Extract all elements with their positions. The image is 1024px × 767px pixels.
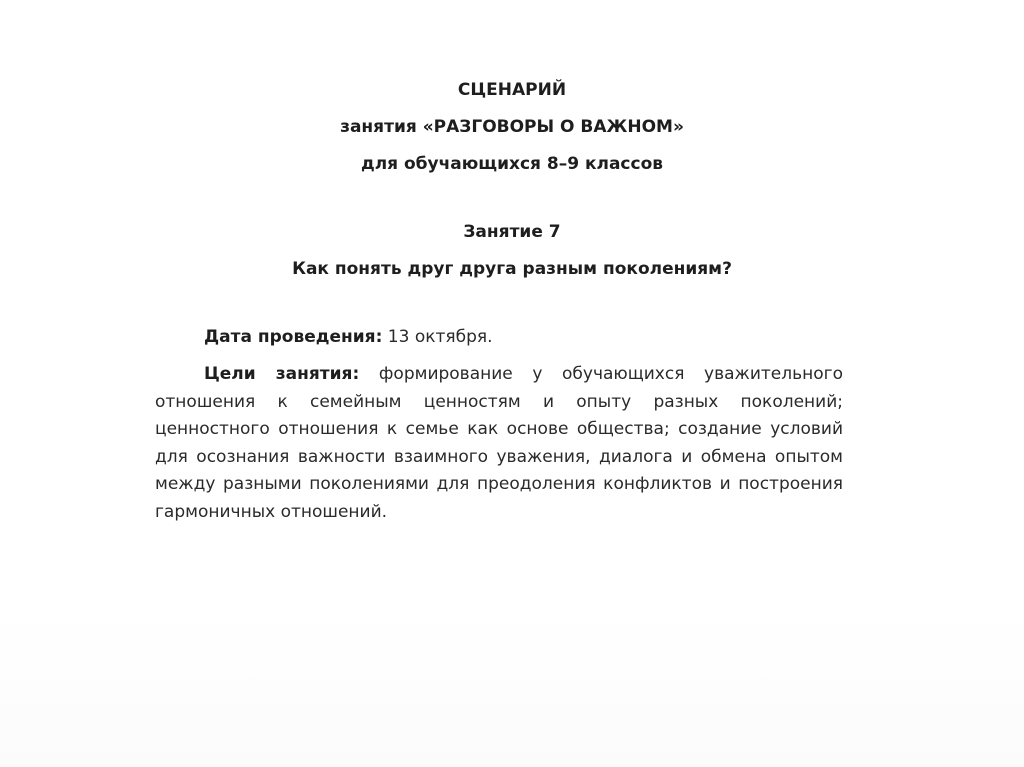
date-label: Дата проведения: <box>204 327 383 347</box>
lesson-topic: Как понять друг друга разным поколениям? <box>292 259 732 279</box>
goals-label: Цели занятия: <box>204 364 360 384</box>
document-subtitle: занятия «РАЗГОВОРЫ О ВАЖНОМ» <box>340 117 684 137</box>
date-paragraph <box>155 324 843 352</box>
lesson-number: Занятие 7 <box>463 222 561 242</box>
target-audience: для обучающихся 8–9 классов <box>360 154 664 174</box>
date-value: 13 октября. <box>382 327 493 347</box>
goals-paragraph <box>155 361 843 527</box>
document-title: СЦЕНАРИЙ <box>457 80 567 100</box>
goals-text: формирование у обучающихся уважительного отношения к семейным ценностям и опыту разных поколений; ценностного отношения к семье как основе общества; создание условий для осознания важности взаимного уважения, диалога и обмена опытом между разными поколениями для преодоления конфликтов и построения гармоничных отношений. <box>155 364 843 522</box>
